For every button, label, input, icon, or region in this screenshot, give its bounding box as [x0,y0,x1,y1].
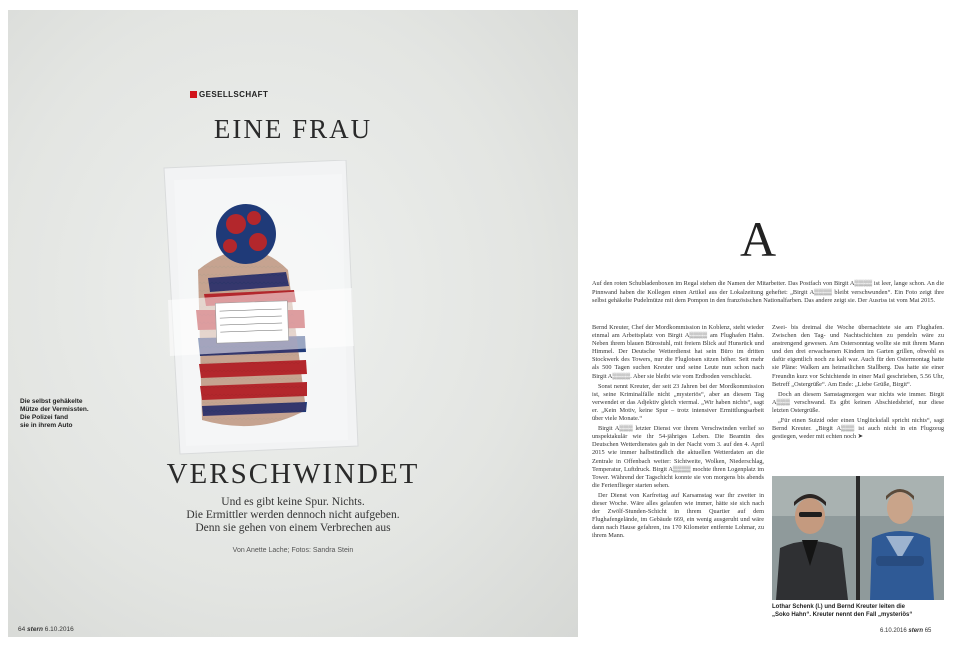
paragraph: Zwei- bis dreimal die Woche übernachtete sie am Flughafen. Zwischen den Tag- und Nachtschichten zu pendeln wäre zu anstrengend gewesen. Am Ostersonntag wollte sie mit ihrem Mann und den drei erwachsenen Kindern im Garten grillen, obwohl es dafür eigentlich noch zu kalt war. Auch für den Ostermontag hatte sie Pläne: Walken am heimatlichen Stallberg. Das hatte sie einer Freundin kurz vor Schichtende in einer Mail geschrieben, 5.56 Uhr, Betreff „Ostergrüße“. Am Ende: „Liebe Grüße, Birgit“. [772,324,944,388]
photo-caption-right: Lothar Schenk (l.) und Bernd Kreuter leiten die „Soko Hahn“. Kreuter nennt den Fall „mysteriös“ [772,604,913,618]
section-tag: GESELLSCHAFT [190,90,268,99]
evidence-bag-with-hat-image [158,160,360,456]
paragraph: Der Dienst von Karfreitag auf Karsamstag war ihr zweiter in dieser Woche. Wäre alles gelaufen wie immer, hätte sie sich nach der Zwölf-Stunden-Schicht in ihrem Quartier auf dem Flughafengelände, im Gebäude 669, ein wenig ausgeruht und wäre dann nach Hause gefahren, ins 170 Kilometer entfernte Lohmar, zu ihrem Mann. [592,491,764,540]
folio-left: 64 stern 6.10.2016 [18,626,74,633]
paragraph: Bernd Kreuter, Chef der Mordkommission in Koblenz, steht wieder einmal am Arbeitsplatz von Birgit A▒▒▒▒ am Flughafen Hahn. Neben ihrem blauen Bürostuhl, mit freiem Blick auf Hunsrück und Himmel. Der Deutsche Wetterdienst hat sein Büro im dritten Stockwerk des Towers, nur die Fluglotsen sitzen höher. Seit mehr als 500 Tagen suchen Kreuter und seine Leute nun schon nach Birgit A▒▒▒▒. Aber sie bleibt wie vom Erdboden verschluckt. [592,324,764,380]
folio-right: 6.10.2016 stern 65 [880,628,932,634]
headline-bottom: VERSCHWINDET [166,458,420,490]
drop-cap: A [740,211,777,267]
body-column-1 [592,324,764,542]
investigators-photo [772,476,944,600]
headline-top: EINE FRAU [213,114,373,144]
stern-logo-icon [190,91,197,98]
paragraph: Sonst nennt Kreuter, der seit 23 Jahren bei der Mordkommission ist, seine Kriminalfälle nicht „mysteriös“, aber an diesem Tag verwendet er das Adjektiv gleich viermal. „Wir haben nichts“, sagt er. „Kein Motiv, keine Spur – trotz intensiver Ermittlungsarbeit über viele Monate.“ [592,382,764,423]
paragraph: „Für einen Suizid oder einen Unglücksfall spricht nichts“, sagt Bernd Kreuter. „Birgit A▒▒▒ ist auch nicht in ein Flugzeug gestiegen, weder mit echten noch ➤ [772,417,944,441]
byline: Von Anette Lache; Fotos: Sandra Stein [232,547,354,554]
paragraph: Birgit A▒▒▒ letzter Dienst vor ihrem Verschwinden verlief so unspektakulär wie ihr 54-jähriges Leben. Die Beamtin des Deutschen Wetterdienstes gab in der Nacht vom 3. auf den 4. April 2015 wie immer halbstündlich die aktuellen Wetterdaten an die Zentrale in Offenbach weiter: Sichtweite, Wolken, Niederschlag, Temperatur, Luftdruck. Birgit A▒▒▒▒ mochte ihren Logenplatz im Tower. Während der Tagschicht konnte sie von morgens bis abends die Ferienflieger starten sehen. [592,425,764,489]
photo-caption-left: Die selbst gehäkelte Mütze der Vermissten. Die Polizei fand sie in ihrem Auto [20,398,89,429]
paragraph: Doch an diesem Samstagmorgen war nichts wie immer. Birgit A▒▒▒ verschwand. Es gibt keinen Abschiedsbrief, nur diese letzten Ostergrüße. [772,390,944,414]
intro-paragraph: Auf den roten Schubladenboxen im Regal stehen die Namen der Mitarbeiter. Das Postfach von Birgit A▒▒▒▒ ist leer, lange schon. An die Pinnwand haben die Kollegen einen Artikel aus der Lokalzeitung geheftet: „Birgit A▒▒▒▒ bleibt verschwunden“. Ein Foto zeigt ihre selbst gehäkelte Pudelmütze mit dem Pompon in den französischen Nationalfarben. Das andere zeigt sie. Der Ausriss ist vom Mai 2015. [592,280,944,305]
left-page-photo [8,10,578,637]
body-column-2 [772,324,944,443]
subtitle: Und es gibt keine Spur. Nichts. Die Ermittler werden dennoch nicht aufgeben. Denn sie gehen von einem Verbrechen aus [186,496,400,534]
